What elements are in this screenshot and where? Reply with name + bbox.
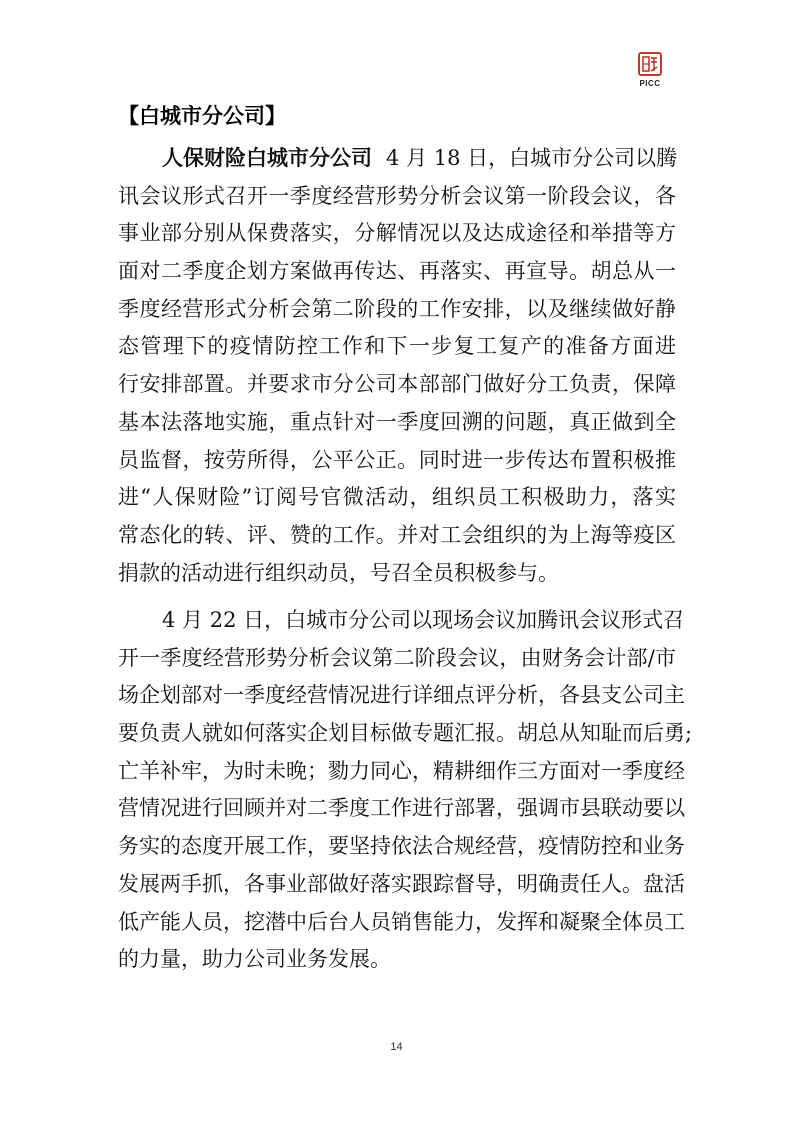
text-line: 低产能人员，挖潜中后台人员销售能力，发挥和凝聚全体员工 xyxy=(118,909,685,934)
text-line: 要负责人就如何落实企划目标做专题汇报。胡总从知耻而后勇; xyxy=(118,721,693,746)
text-line xyxy=(118,140,676,178)
paragraph xyxy=(118,602,693,979)
text-line: 季度经营形式分析会第二阶段的工作安排，以及继续做好静 xyxy=(118,296,676,321)
text-line: 基本法落地实施，重点针对一季度回溯的问题，真正做到全 xyxy=(118,409,676,434)
text-line: 员监督，按劳所得，公平公正。同时进一步传达布置积极推 xyxy=(118,447,676,472)
text-line: 开一季度经营形势分析会议第二阶段会议，由财务会计部/市 xyxy=(118,645,676,670)
company-logo xyxy=(634,52,666,92)
picc-seal-icon xyxy=(638,52,662,76)
text-line: 事业部分别从保费落实，分解情况以及达成途径和举措等方 xyxy=(118,221,676,246)
text-line: 发展两手抓，各事业部做好落实跟踪督导，明确责任人。盘活 xyxy=(118,871,685,896)
text-line: 场企划部对一季度经营情况进行详细点评分析，各县支公司主 xyxy=(118,683,685,708)
page-number: 14 xyxy=(390,1041,403,1053)
text-line: 行安排部置。并要求市分公司本部部门做好分工负责，保障 xyxy=(118,372,676,397)
text-line-content: 4 月 18 日，白城市分公司以腾 xyxy=(386,146,678,170)
paragraph xyxy=(118,140,676,592)
logo-text: PICC xyxy=(639,79,661,88)
text-line: 的力量，助力公司业务发展。 xyxy=(118,947,391,972)
text-line: 讯会议形式召开一季度经营形势分析会议第一阶段会议，各 xyxy=(118,183,676,208)
text-line: 务实的态度开展工作，要坚持依法合规经营，疫情防控和业务 xyxy=(118,834,685,859)
text-line: 4 月 22 日，白城市分公司以现场会议加腾讯会议形式召 xyxy=(162,608,685,632)
text-line: 面对二季度企划方案做再传达、再落实、再宣导。胡总从一 xyxy=(118,259,676,284)
text-line: 营情况进行回顾并对二季度工作进行部署，强调市县联动要以 xyxy=(118,796,685,821)
text-line: 捐款的活动进行组织动员，号召全员积极参与。 xyxy=(118,560,559,585)
paragraph-lead: 人保财险白城市分公司 xyxy=(162,146,372,170)
text-line: 常态化的转、评、赞的工作。并对工会组织的为上海等疫区 xyxy=(118,522,676,547)
section-title: 【白城市分公司】 xyxy=(118,104,286,128)
text-line: 亡羊补牢，为时未晚；勠力同心，精耕细作三方面对一季度经 xyxy=(118,758,685,783)
text-line: 态管理下的疫情防控工作和下一步复工复产的准备方面进 xyxy=(118,334,676,359)
text-line: 进“人保财险”订阅号官微活动，组织员工积极助力，落实 xyxy=(118,485,676,510)
